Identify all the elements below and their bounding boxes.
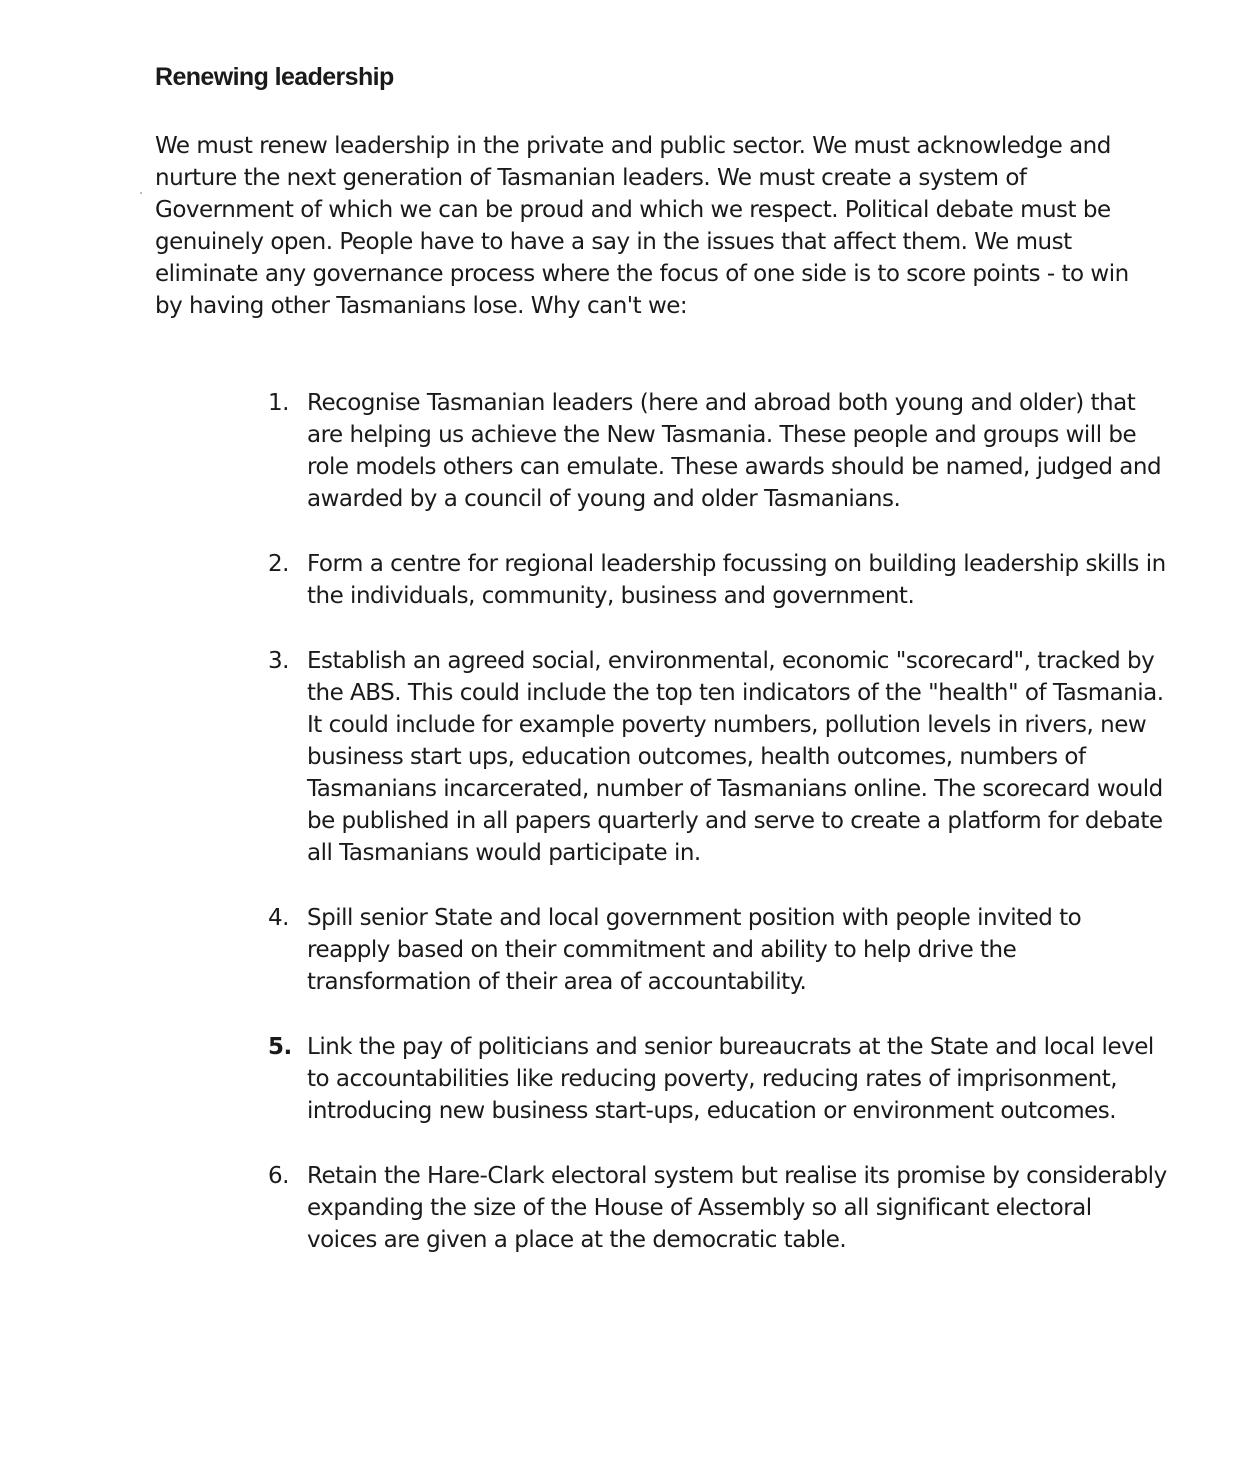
item-number: 4. — [268, 905, 289, 931]
item-number: 1. — [268, 390, 289, 416]
item-text: Recognise Tasmanian leaders (here and abroad both young and older) that are helping us achieve the New Tasmania. These people and groups will be role models others can emulate. These awards should be named, judged and awarded by a council of young and older Tasmanians. — [307, 390, 1162, 512]
item-number: 2. — [268, 551, 289, 577]
list-item — [268, 1031, 1168, 1127]
item-number: 3. — [268, 648, 289, 674]
intro-paragraph: We must renew leadership in the private and public sector. We must acknowledge and nurture the next generation of Tasmanian leaders. We must create a system of Government of which we can be proud and which we respect. Political debate must be genuinely open. People have to have a say in the issues that affect them. We must eliminate any governance process where the focus of one side is to score points - to win by having other Tasmanians lose. Why can't we: — [155, 133, 1129, 319]
list-item — [268, 548, 1168, 612]
section-heading: Renewing leadership — [155, 63, 394, 91]
scan-speck — [140, 192, 142, 194]
item-text: Establish an agreed social, environmental, economic "scorecard", tracked by the ABS. This could include the top ten indicators of the "health" of Tasmania. It could include for example poverty numbers, pollution levels in rivers, new business start ups, education outcomes, health outcomes, numbers of Tasmanians incarcerated, number of Tasmanians online. The scorecard would be published in all papers quarterly and serve to create a platform for debate all Tasmanians would participate in. — [307, 648, 1164, 866]
list-item — [268, 645, 1168, 869]
item-number: 6. — [268, 1163, 289, 1189]
list-item — [268, 387, 1168, 515]
item-text: Link the pay of politicians and senior bureaucrats at the State and local level to accountabilities like reducing poverty, reducing rates of imprisonment, introducing new business start-ups, education or environment outcomes. — [307, 1034, 1154, 1124]
item-text: Retain the Hare-Clark electoral system but realise its promise by considerably expanding the size of the House of Assembly so all significant electoral voices are given a place at the democratic table. — [307, 1163, 1167, 1253]
item-text: Spill senior State and local government position with people invited to reapply based on their commitment and ability to help drive the transformation of their area of accountability. — [307, 905, 1082, 995]
item-text: Form a centre for regional leadership focussing on building leadership skills in the individuals, community, business and government. — [307, 551, 1166, 609]
list-item — [268, 1160, 1168, 1256]
list-item — [268, 902, 1168, 998]
item-number: 5. — [268, 1034, 292, 1060]
recommendations-list — [268, 387, 1168, 1289]
